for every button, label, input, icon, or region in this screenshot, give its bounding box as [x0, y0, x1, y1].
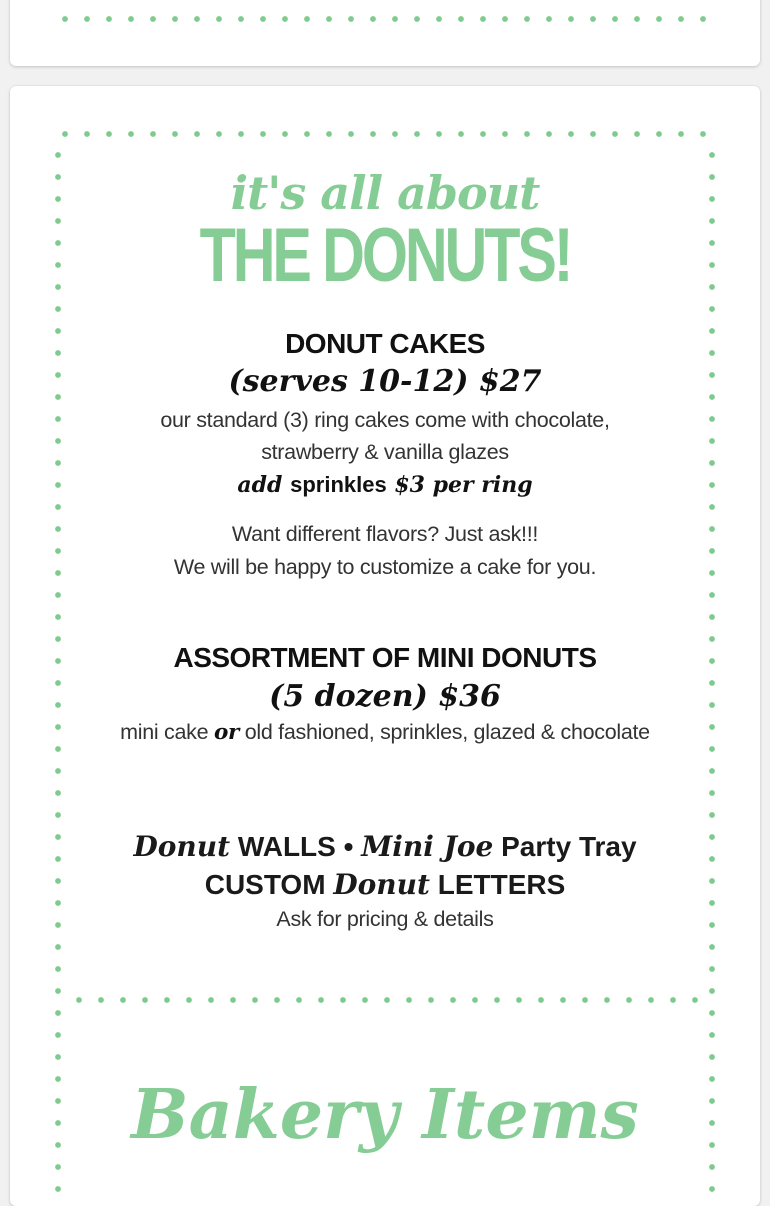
- specials-line-2: [0, 868, 770, 901]
- specials-script-mini-joe: Mini Joe: [361, 830, 494, 863]
- donut-cakes-price: (serves 10-12) $27: [228, 364, 542, 399]
- desc-or: or: [213, 720, 240, 745]
- bullet: •: [343, 831, 354, 862]
- desc-part-b: old fashioned, sprinkles, glazed & chocolate: [244, 720, 650, 744]
- specials-party-tray: Party Tray: [501, 831, 637, 862]
- mini-donuts-desc: [0, 720, 770, 745]
- specials-custom: CUSTOM: [204, 869, 326, 900]
- specials-walls: WALLS: [237, 831, 336, 862]
- dotted-divider: [68, 996, 708, 1004]
- donut-cakes-desc-1: our standard (3) ring cakes come with chocolate,: [160, 408, 610, 432]
- addon-prefix: add: [237, 472, 283, 498]
- dotted-border-top: [54, 130, 720, 138]
- donut-cakes-desc-2: strawberry & vanilla glazes: [261, 440, 509, 464]
- specials-footnote: Ask for pricing & details: [276, 907, 494, 931]
- donut-cakes-title: DONUT CAKES: [285, 328, 485, 359]
- specials-script-donut: Donut: [133, 830, 231, 863]
- bakery-items-title: Bakery Items: [131, 1075, 639, 1155]
- previous-menu-card: [10, 0, 760, 66]
- mini-donuts-title: ASSORTMENT OF MINI DONUTS: [173, 642, 597, 673]
- tagline: it's all about: [230, 166, 540, 220]
- page-title: THE DONUTS!: [199, 213, 571, 298]
- specials-line-1: [0, 830, 770, 863]
- addon-item: sprinkles: [290, 472, 387, 497]
- dotted-border-bottom: [54, 15, 718, 23]
- addon-price: $3 per ring: [394, 472, 533, 498]
- custom-note-2: We will be happy to customize a cake for you.: [173, 555, 597, 579]
- donut-cakes-addon: [0, 472, 770, 498]
- custom-note-1: Want different flavors? Just ask!!!: [231, 522, 539, 546]
- specials-script-donut-2: Donut: [333, 868, 430, 901]
- mini-donuts-price: (5 dozen) $36: [269, 679, 501, 714]
- specials-letters: LETTERS: [437, 869, 566, 900]
- desc-part-a: mini cake: [120, 720, 209, 744]
